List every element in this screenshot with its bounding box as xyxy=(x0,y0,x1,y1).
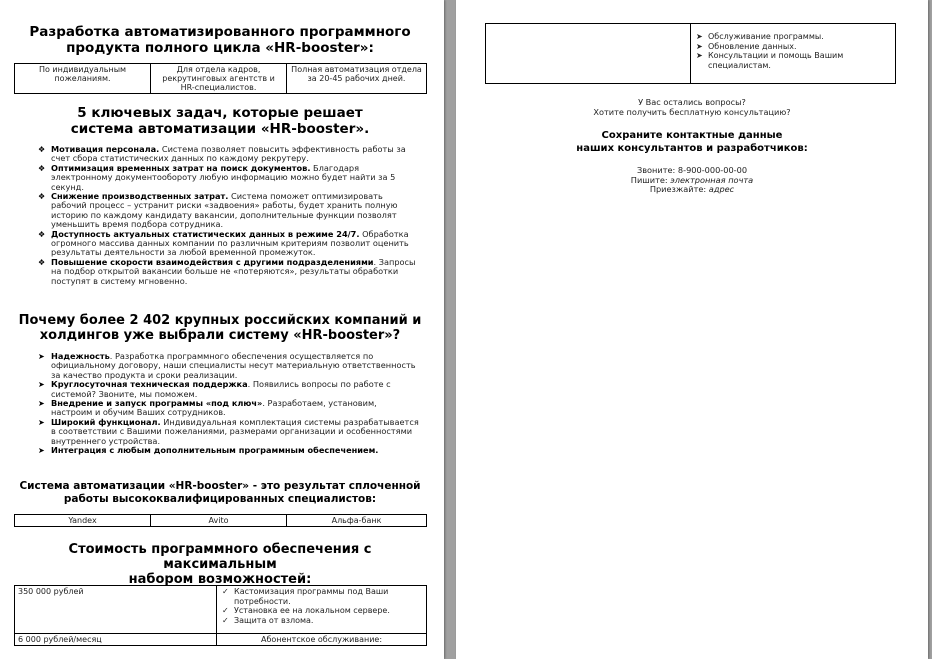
address-line: Приезжайте: адрес xyxy=(649,184,735,194)
tasks-heading: 5 ключевых задач, которые решает система автоматизации «HR-booster». xyxy=(70,105,370,137)
document-page-2 xyxy=(456,0,928,659)
task-item: ❖ Мотивация персонала. Система позволяет повысить эффективность работы за счет сбора статистических данных по каждому рекрутеру. xyxy=(38,144,406,164)
bullet-marker-icon: ➤ xyxy=(38,399,45,409)
task-item: ❖ Доступность актуальных статистических данных в режиме 24/7. Обработка огромного массива данных компании по различным критериям позволит оценить результаты деятельности за любой временной промежуток. xyxy=(38,228,409,258)
arrow-icon: ➤ xyxy=(696,51,703,60)
arrow-icon: ➤ xyxy=(696,41,703,51)
check-icon: ✓ xyxy=(222,606,229,615)
document-title: Разработка автоматизированного программного продукта полного цикла «HR-booster»: xyxy=(29,24,411,56)
price-table xyxy=(14,585,427,646)
service-item: ➤ Консультации и помощь Вашим специалистам. xyxy=(696,51,844,70)
result-heading: Система автоматизации «HR-booster» - это результат сплоченной работы высококвалифицированных специалистов: xyxy=(19,480,421,505)
reason-item: ➤ Внедрение и запуск программы «под ключ». Разработаем, установим, настроим и обучим Ваших сотрудников. xyxy=(38,398,377,418)
bullet-marker-icon: ❖ xyxy=(38,145,46,154)
client-avito: Avito xyxy=(151,515,287,527)
price-features-cell xyxy=(217,586,427,634)
client-alfa-bank: Альфа-банк xyxy=(287,515,427,527)
tasks-list xyxy=(36,145,420,286)
price-feature-item: ✓ Защита от взлома. xyxy=(222,615,314,625)
price-feature-item: ✓ Кастомизация программы под Ваши потребности. xyxy=(222,587,389,606)
client-yandex: Yandex xyxy=(15,515,151,527)
intro-cell-1: По индивидуальным пожеланиям. xyxy=(15,64,151,94)
service-item: ➤ Обновление данных. xyxy=(696,41,797,51)
why-heading: Почему более 2 402 крупных российских компаний и холдингов уже выбрали систему «HR-booster»? xyxy=(18,313,422,343)
questions-block: У Вас остались вопросы? Хотите получить бесплатную консультацию? xyxy=(593,97,791,117)
check-icon: ✓ xyxy=(222,587,229,596)
bullet-marker-icon: ❖ xyxy=(38,192,46,202)
bullet-marker-icon: ❖ xyxy=(38,163,46,173)
reasons-list xyxy=(36,352,420,455)
intro-table xyxy=(14,63,427,94)
email-value[interactable]: электронная почта xyxy=(670,174,754,185)
phone-value[interactable]: 8-900-000-00-00 xyxy=(677,165,748,175)
service-table xyxy=(485,23,896,84)
clients-table xyxy=(14,514,427,527)
service-items-cell xyxy=(691,24,896,84)
intro-cell-3: Полная автоматизация отдела за 20-45 рабочих дней. xyxy=(287,64,427,94)
task-item: ❖ Повышение скорости взаимодействия с другими подразделениями. Запросы на подбор открытой вакансии больше не «потеряются», результаты обработки поступят в систему мгновенно. xyxy=(38,256,416,286)
bullet-marker-icon: ➤ xyxy=(38,380,45,390)
service-item: ➤ Обслуживание программы. xyxy=(696,32,824,41)
document-page-1 xyxy=(0,0,444,659)
arrow-icon: ➤ xyxy=(696,32,703,41)
bullet-marker-icon: ❖ xyxy=(38,257,46,267)
contacts-heading: Сохраните контактные данные наших консультантов и разработчиков: xyxy=(576,130,808,154)
bullet-marker-icon: ➤ xyxy=(38,352,45,361)
task-item: ❖ Оптимизация временных затрат на поиск документов. Благодаря электронному документообороту любую информацию можно будет найти за 5 секунд. xyxy=(38,162,396,192)
price-features-list xyxy=(220,587,423,625)
price-heading: Стоимость программного обеспечения с максимальным набором возможностей: xyxy=(68,542,372,587)
reason-item: ➤ Надежность. Разработка программного обеспечения осуществляется по официальному договору, наши специалисты несут материальную ответственность за качество продукта и сроки реализации. xyxy=(38,351,416,380)
reason-item: ➤ Интеграция с любым дополнительным программным обеспечением. xyxy=(38,445,379,456)
task-item: ❖ Снижение производственных затрат. Система поможет оптимизировать рабочий процесс – устранит риски «задвоения» работы, будет хранить полную историю по каждому кандидату вакансии, дополнительные функции позволят уменьшить время подбора сотрудника. xyxy=(38,191,398,230)
price-value: 350 000 рублей xyxy=(15,586,217,634)
phone-line: Звоните: 8-900-000-00-00 xyxy=(636,165,748,175)
service-items-list xyxy=(694,32,892,70)
reason-item: ➤ Широкий функционал. Индивидуальная комплектация системы разрабатывается в соответствии с Вашими пожеланиями, размерами организации и особенностями внутреннего устройства. xyxy=(38,416,419,446)
bullet-marker-icon: ❖ xyxy=(38,229,46,239)
subscription-service-label: Абонентское обслуживание: xyxy=(217,634,427,646)
check-icon: ✓ xyxy=(222,615,229,625)
intro-cell-2: Для отдела кадров, рекрутинговых агентств и HR-специалистов. xyxy=(151,64,287,94)
contacts-block xyxy=(456,166,928,195)
subscription-price: 6 000 рублей/месяц xyxy=(15,634,217,646)
bullet-marker-icon: ➤ xyxy=(38,446,45,456)
address-value: адрес xyxy=(708,184,735,194)
email-line: Пишите: электронная почта xyxy=(630,174,754,185)
price-feature-item: ✓ Установка ее на локальном сервере. xyxy=(222,606,390,615)
reason-item: ➤ Круглосуточная техническая поддержка. Появились вопросы по работе с системой? Звоните, мы поможем. xyxy=(38,379,391,399)
bullet-marker-icon: ➤ xyxy=(38,417,45,427)
service-empty-cell xyxy=(486,24,691,84)
